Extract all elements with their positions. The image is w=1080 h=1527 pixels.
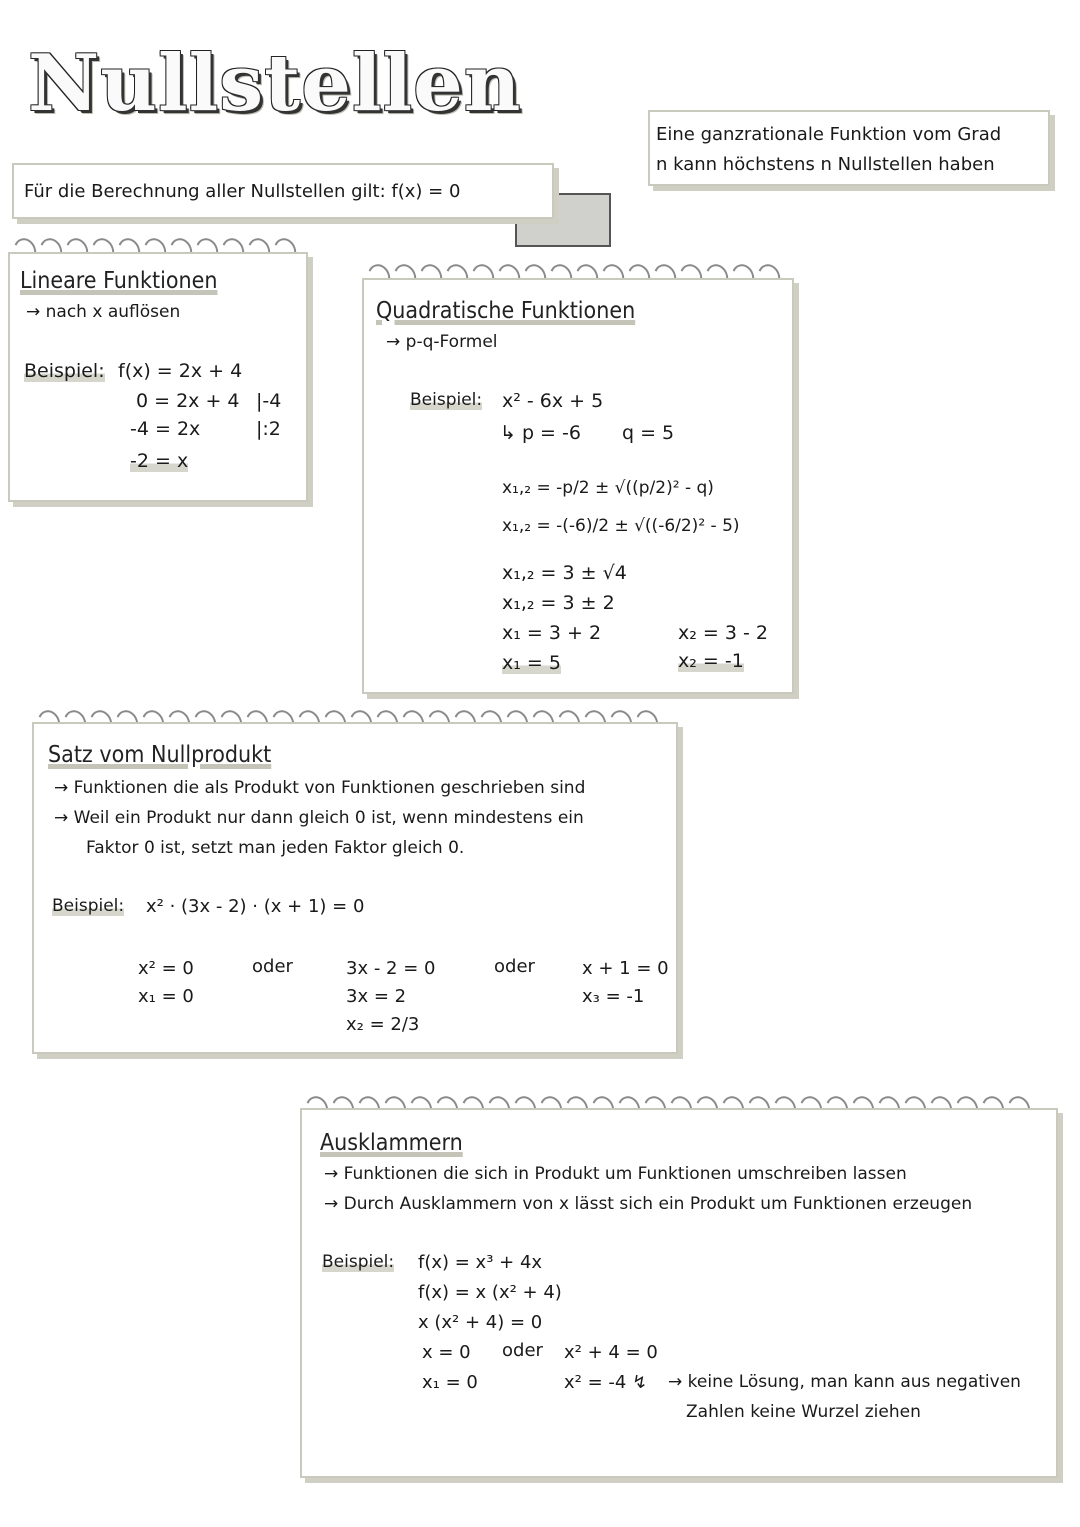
quadratic-rule: → p-q-Formel (386, 332, 498, 352)
ausklammern-bullet-2: → Durch Ausklammern von x lässt sich ein Produkt um Funktionen erzeugen (324, 1194, 973, 1214)
quadratic-line-1: x₁,₂ = -p/2 ± √((p/2)² - q) (502, 478, 714, 498)
ausklammern-right-line-1: x² + 4 = 0 (564, 1342, 658, 1363)
nullprodukt-example-label: Beispiel: (52, 896, 125, 916)
quadratic-title: Quadratische Funktionen (376, 298, 636, 324)
ausklammern-line-5: x₁ = 0 (422, 1372, 478, 1393)
nullprodukt-col2-line-2: 3x = 2 (346, 986, 407, 1007)
intro-text: Für die Berechnung aller Nullstellen gilt: f(x) = 0 (24, 181, 461, 202)
quadratic-line-2: x₁,₂ = -(-6)/2 ± √((-6/2)² - 5) (502, 516, 740, 536)
nullprodukt-oder-1: oder (252, 956, 293, 977)
linear-example-label: Beispiel: (24, 360, 105, 382)
nullprodukt-col3-line-2: x₃ = -1 (582, 986, 645, 1007)
nullprodukt-col2-line-1: 3x - 2 = 0 (346, 958, 436, 979)
linear-op-2: |:2 (256, 418, 281, 440)
ausklammern-oder: oder (502, 1340, 543, 1361)
nullprodukt-card (32, 722, 678, 1054)
quadratic-p: ↳ p = -6 (500, 422, 581, 444)
linear-line-1: f(x) = 2x + 4 (118, 360, 243, 382)
ausklammern-note-line-1: → keine Lösung, man kann aus negativen (668, 1372, 1021, 1392)
nullprodukt-bullet-2: → Weil ein Produkt nur dann gleich 0 ist, wenn mindestens ein (54, 808, 584, 828)
nullprodukt-col3-line-1: x + 1 = 0 (582, 958, 669, 979)
quadratic-x2-line-1: x₂ = 3 - 2 (678, 622, 768, 644)
ausklammern-line-1: f(x) = x³ + 4x (418, 1252, 543, 1273)
nullprodukt-example: x² · (3x - 2) · (x + 1) = 0 (146, 896, 365, 917)
quadratic-line-5: x₁ = 3 + 2 (502, 622, 602, 644)
linear-line-2: 0 = 2x + 4 (136, 390, 240, 412)
ausklammern-line-3: x (x² + 4) = 0 (418, 1312, 543, 1333)
linear-rule: → nach x auflösen (26, 302, 181, 322)
ausklammern-example-label: Beispiel: (322, 1252, 395, 1272)
page-title: Nullstellen (28, 38, 522, 129)
quadratic-line-4: x₁,₂ = 3 ± 2 (502, 592, 615, 614)
nullprodukt-title: Satz vom Nullprodukt (48, 742, 272, 768)
note-line-1: Eine ganzrationale Funktion vom Grad (656, 124, 1002, 145)
ausklammern-right-line-2: x² = -4 ↯ (564, 1372, 648, 1393)
quadratic-line-6: x₁ = 5 (502, 652, 561, 674)
quadratic-x2-line-2: x₂ = -1 (678, 650, 744, 672)
linear-op-1: |-4 (256, 390, 282, 412)
linear-line-4: -2 = x (130, 450, 189, 472)
quadratic-line-3: x₁,₂ = 3 ± √4 (502, 562, 627, 584)
ausklammern-title: Ausklammern (320, 1130, 463, 1156)
ausklammern-line-2: f(x) = x (x² + 4) (418, 1282, 562, 1303)
nullprodukt-bullet-3: Faktor 0 ist, setzt man jeden Faktor gleich 0. (86, 838, 465, 858)
quadratic-example-label: Beispiel: (410, 390, 483, 410)
note-line-2: n kann höchstens n Nullstellen haben (656, 154, 995, 175)
quadratic-q: q = 5 (622, 422, 675, 444)
ausklammern-bullet-1: → Funktionen die sich in Produkt um Funktionen umschreiben lassen (324, 1164, 907, 1184)
nullprodukt-bullet-1: → Funktionen die als Produkt von Funktionen geschrieben sind (54, 778, 586, 798)
linear-line-3: -4 = 2x (130, 418, 201, 440)
nullprodukt-col1-line-2: x₁ = 0 (138, 986, 194, 1007)
linear-card (8, 252, 308, 502)
quadratic-card (362, 278, 794, 694)
nullprodukt-col1-line-1: x² = 0 (138, 958, 194, 979)
ausklammern-note-line-2: Zahlen keine Wurzel ziehen (686, 1402, 921, 1422)
ausklammern-card (300, 1108, 1058, 1478)
nullprodukt-oder-2: oder (494, 956, 535, 977)
ausklammern-line-4: x = 0 (422, 1342, 471, 1363)
linear-title: Lineare Funktionen (20, 268, 218, 294)
intro-box (12, 163, 554, 219)
quadratic-expr: x² - 6x + 5 (502, 390, 604, 412)
note-box (648, 110, 1050, 186)
nullprodukt-col2-line-3: x₂ = 2/3 (346, 1014, 420, 1035)
